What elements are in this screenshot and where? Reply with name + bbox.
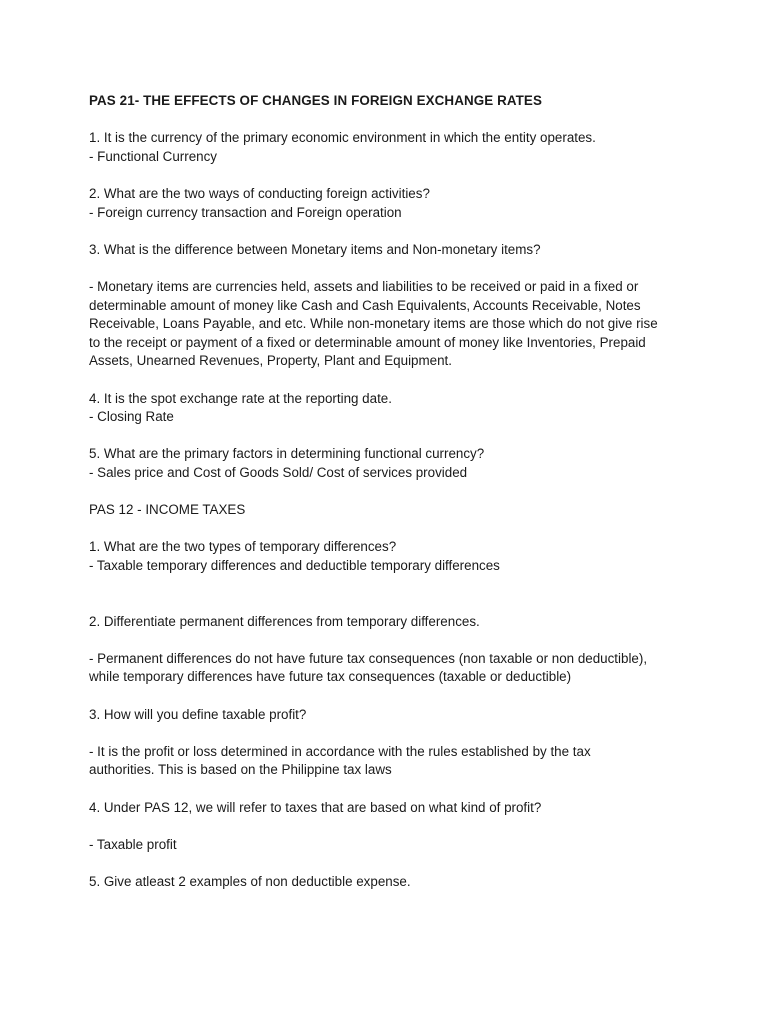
pas12-answer-2-block xyxy=(89,650,689,687)
section-heading-pas12: PAS 12 - INCOME TAXES xyxy=(89,502,246,518)
pas21-answer-3-line: determinable amount of money like Cash and Cash Equivalents, Accounts Receivable, Notes xyxy=(89,297,641,313)
pas12-answer-3-block xyxy=(89,743,689,780)
pas12-question-1: 1. What are the two types of temporary differences? xyxy=(89,539,397,555)
pas21-answer-3-line: to the receipt or payment of a fixed or determinable amount of money like Inventories, Prepaid xyxy=(89,334,646,350)
pas12-question-1-block xyxy=(89,538,689,575)
pas21-answer-2: - Foreign currency transaction and Foreign operation xyxy=(89,204,402,220)
pas21-answer-3-line: Receivable, Loans Payable, and etc. While non-monetary items are those which do not give rise xyxy=(89,316,658,332)
document-title: PAS 21- THE EFFECTS OF CHANGES IN FOREIGN EXCHANGE RATES xyxy=(89,93,542,108)
pas21-answer-3-line: Assets, Unearned Revenues, Property, Plant and Equipment. xyxy=(89,353,452,369)
pas21-question-5: 5. What are the primary factors in determining functional currency? xyxy=(89,446,485,462)
pas12-question-2: 2. Differentiate permanent differences from temporary differences. xyxy=(89,613,480,629)
pas12-answer-3-line: - It is the profit or loss determined in accordance with the rules established by the tax xyxy=(89,743,591,759)
pas12-question-3: 3. How will you define taxable profit? xyxy=(89,706,307,722)
pas21-question-2: 2. What are the two ways of conducting foreign activities? xyxy=(89,185,430,201)
pas12-answer-2-line: while temporary differences have future tax consequences (taxable or deductible) xyxy=(89,669,572,685)
pas12-question-3-block xyxy=(89,706,689,725)
pas21-question-2-block xyxy=(89,185,689,222)
pas12-question-5-block xyxy=(89,873,689,892)
pas21-question-4-block xyxy=(89,390,689,427)
pas21-answer-5: - Sales price and Cost of Goods Sold/ Cost of services provided xyxy=(89,464,468,480)
pas12-question-5: 5. Give atleast 2 examples of non deductible expense. xyxy=(89,873,411,889)
pas12-answer-2-line: - Permanent differences do not have future tax consequences (non taxable or non deductible), xyxy=(89,650,648,666)
pas21-answer-3-block xyxy=(89,278,689,371)
pas12-answer-4: - Taxable profit xyxy=(89,836,177,852)
pas21-answer-3-line: - Monetary items are currencies held, assets and liabilities to be received or paid in a fixed or xyxy=(89,278,639,294)
pas12-answer-3-line: authorities. This is based on the Philippine tax laws xyxy=(89,762,392,778)
pas12-question-4: 4. Under PAS 12, we will refer to taxes that are based on what kind of profit? xyxy=(89,799,542,815)
pas12-question-4-block xyxy=(89,799,689,818)
pas21-question-5-block xyxy=(89,445,689,482)
pas21-question-1-block xyxy=(89,129,689,166)
pas21-question-3: 3. What is the difference between Monetary items and Non-monetary items? xyxy=(89,241,541,257)
pas21-question-1: 1. It is the currency of the primary economic environment in which the entity operates. xyxy=(89,130,596,146)
pas21-answer-1: - Functional Currency xyxy=(89,148,218,164)
pas21-question-3-block xyxy=(89,241,689,260)
document-body xyxy=(89,92,689,892)
pas21-answer-4: - Closing Rate xyxy=(89,409,174,425)
pas12-answer-1: - Taxable temporary differences and deductible temporary differences xyxy=(89,557,500,573)
pas12-question-2-block xyxy=(89,613,689,632)
pas21-question-4: 4. It is the spot exchange rate at the reporting date. xyxy=(89,390,392,406)
pas12-answer-4-block xyxy=(89,836,689,855)
